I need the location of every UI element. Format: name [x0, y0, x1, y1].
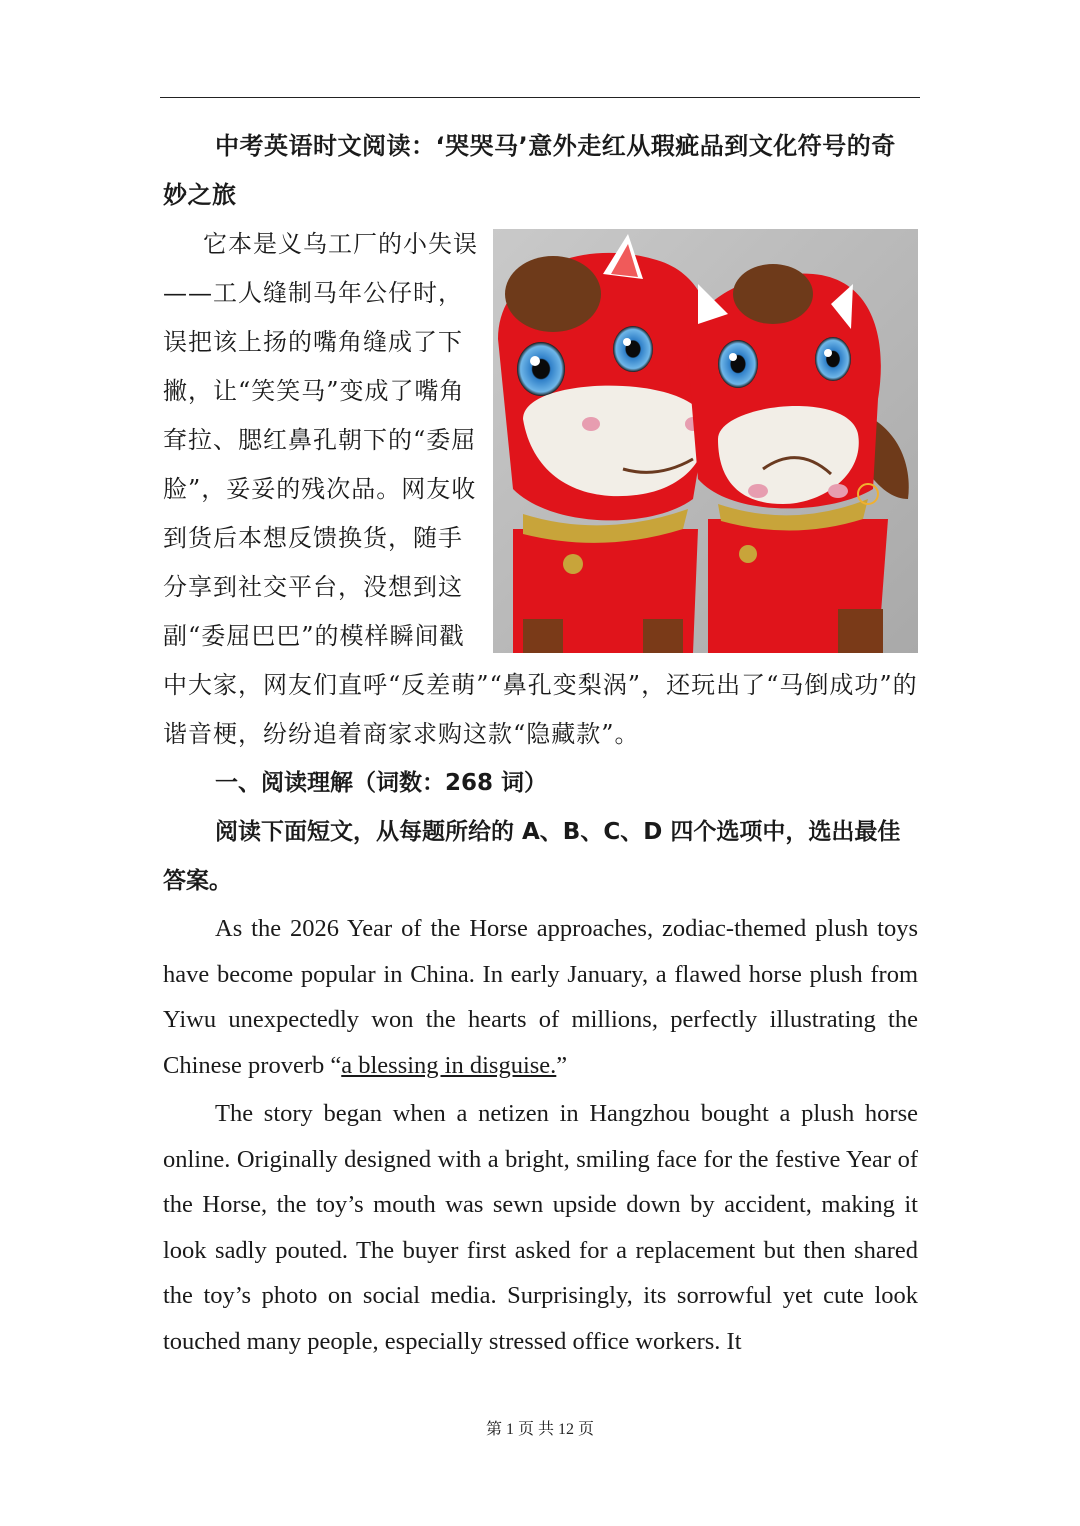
page-footer: 第 1 页 共 12 页 [485, 1421, 594, 1438]
p1-text: As the 2026 Year of the Horse approaches, zodiac-themed plush toys have become popular in China. In early January, a flawed horse plush from Yiwu unexpectedly won the hearts of millions, perfectly illustrating the Chinese proverb [163, 915, 918, 1079]
plush-horses-photo [493, 229, 918, 653]
section-heading: 一、阅读理解（词数：268 词） [215, 770, 548, 796]
header-rule [160, 97, 920, 98]
left-horse [498, 234, 714, 653]
passage-paragraph-1 [163, 906, 918, 1088]
page-content [163, 122, 918, 1364]
passage-paragraph-2: The story began when a netizen in Hangzhou bought a plush horse online. Originally designed with a bright, smiling face for the festive Year of the Horse, the toy’s mouth was sewn upside down by accident, making it look sadly pouted. The buyer first asked for a replacement but then shared the toy’s photo on social media. Surprisingly, its sorrowful yet cute look touched many people, especially stressed office workers. It [163, 1100, 918, 1355]
article-title: 中考英语时文阅读：‘哭哭马’意外走红从瑕疵品到文化符号的奇妙之旅 [163, 132, 896, 209]
instructions: 阅读下面短文，从每题所给的 A、B、C、D 四个选项中，选出最佳答案。 [163, 819, 901, 894]
p1-quote-open: “ [330, 1051, 342, 1079]
intro-block [163, 220, 918, 759]
p1-quote-close: ” [556, 1051, 568, 1079]
intro-paragraph: 它本是义乌工厂的小失误——工人缝制马年公仔时，误把该上扬的嘴角缝成了下撇，让“笑笑马”变成了嘴角耷拉、腮红鼻孔朝下的“委屈脸”，妥妥的残次品。网友收到货后本想反馈换货，随手分享到社交平台，没想到这副“委屈巴巴”的模样瞬间戳中大家，网友们直呼“反差萌”“鼻孔变梨涡”，还玩出了“马倒成功”的谐音梗，纷纷追着商家求购这款“隐藏款”。 [163, 230, 918, 748]
proverb-underlined: a blessing in disguise. [341, 1051, 557, 1079]
